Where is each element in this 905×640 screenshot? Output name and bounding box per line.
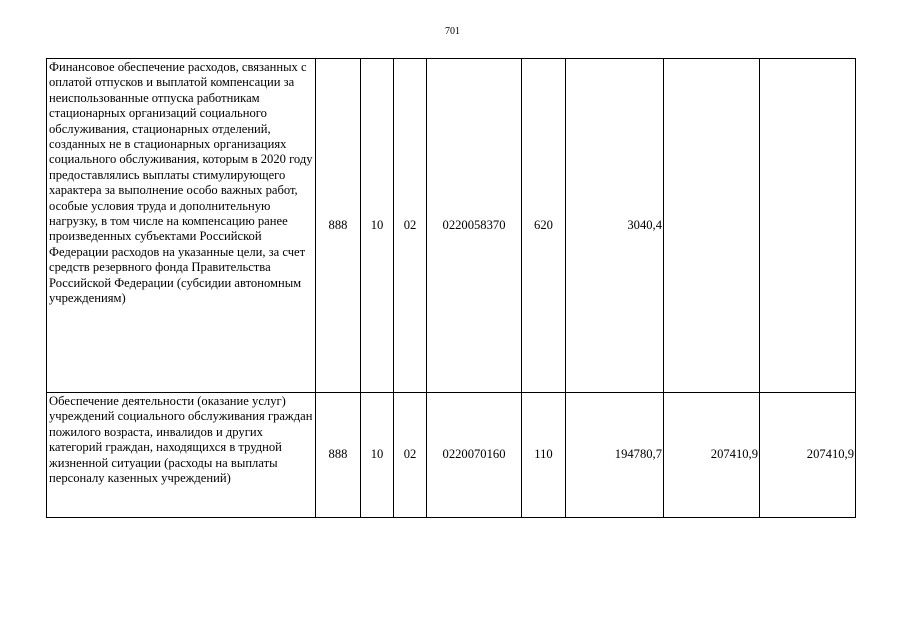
target-article-code: 0220058370 — [427, 59, 522, 393]
subsection-code: 02 — [394, 393, 427, 518]
subsection-code: 02 — [394, 59, 427, 393]
page-number: 701 — [445, 26, 460, 37]
amount-year-3 — [760, 59, 856, 393]
section-code: 10 — [361, 393, 394, 518]
ministry-code: 888 — [316, 59, 361, 393]
target-article-code: 0220070160 — [427, 393, 522, 518]
amount-year-2: 207410,9 — [664, 393, 760, 518]
amount-year-1: 194780,7 — [566, 393, 664, 518]
expense-type-code: 620 — [522, 59, 566, 393]
row-description: Обеспечение деятельности (оказание услуг) учреждений социального обслуживания граждан пожилого возраста, инвалидов и других категорий граждан, находящихся в трудной жизненной ситуации (расходы на выплаты персоналу казенных учреждений) — [47, 393, 316, 518]
table-row — [47, 393, 856, 518]
amount-year-1: 3040,4 — [566, 59, 664, 393]
amount-year-3: 207410,9 — [760, 393, 856, 518]
amount-year-2 — [664, 59, 760, 393]
budget-table — [46, 58, 856, 518]
ministry-code: 888 — [316, 393, 361, 518]
expense-type-code: 110 — [522, 393, 566, 518]
table-row — [47, 59, 856, 393]
row-description: Финансовое обеспечение расходов, связанных с оплатой отпусков и выплатой компенсации за неиспользованные отпуска работникам стационарных организаций социального обслуживания, стационарных отделений, созданных не в стационарных организациях социального обслуживания, которым в 2020 году предоставлялись выплаты стимулирующего характера за выполнение особо важных работ, особые условия труда и дополнительную нагрузку, в том числе на компенсацию ранее произведенных субъектами Российской Федерации расходов на указанные цели, за счет средств резервного фонда Правительства Российской Федерации (субсидии автономным учреждениям) — [47, 59, 316, 393]
section-code: 10 — [361, 59, 394, 393]
